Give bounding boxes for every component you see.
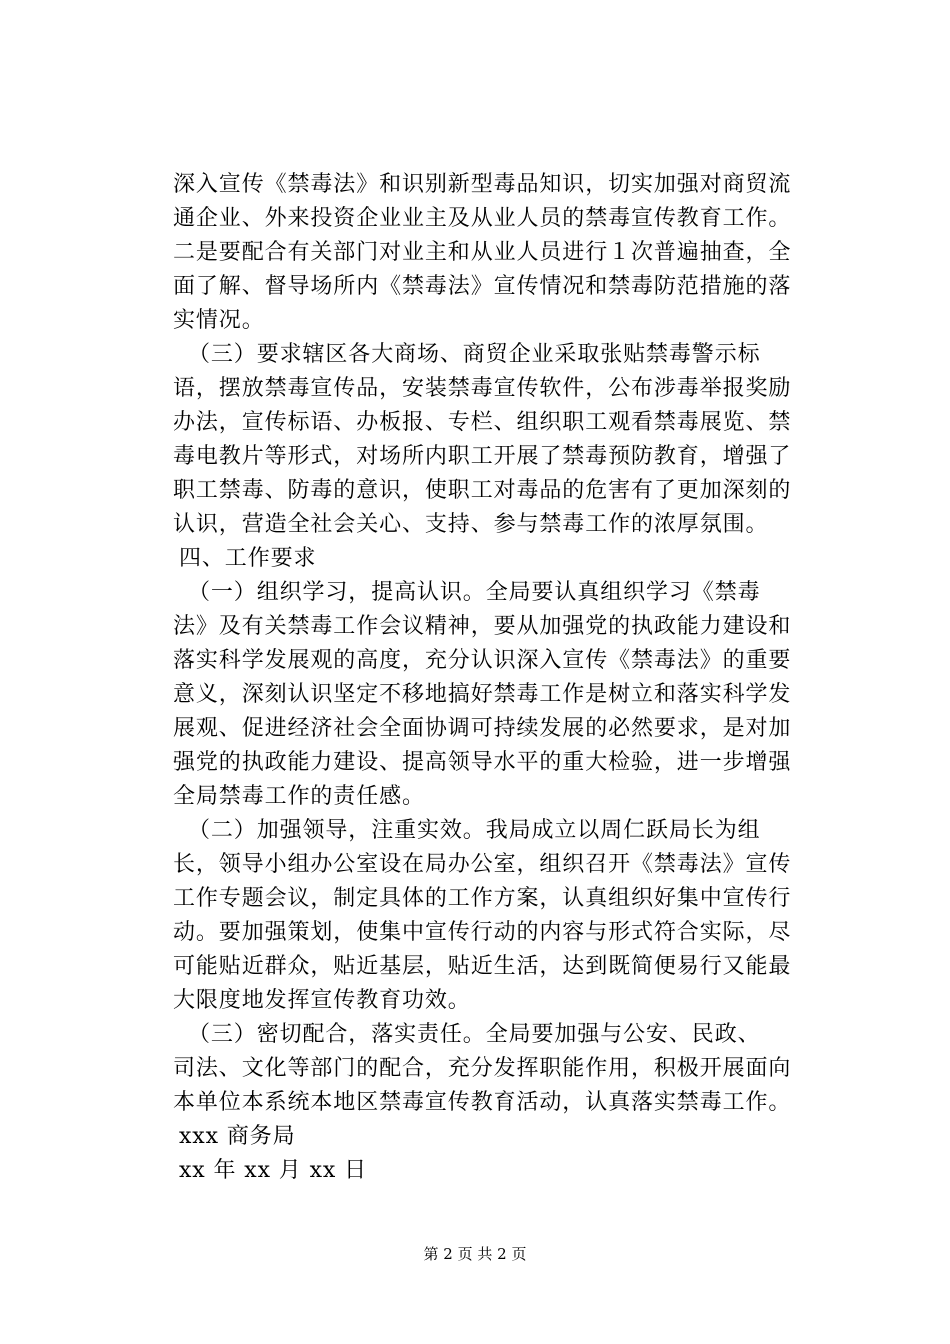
text-line: 可能贴近群众，贴近基层，贴近生活，达到既简便易行又能最 <box>173 954 792 979</box>
text-line: 毒电教片等形式，对场所内职工开展了禁毒预防教育，增强了 <box>173 444 792 469</box>
text-line: 二是要配合有关部门对业主和从业人员进行１次普遍抽查，全 <box>173 240 792 265</box>
text-line: （一）组织学习，提高认识。全局要认真组织学习《禁毒 <box>188 580 761 605</box>
signature-date: xx 年 xx 月 xx 日 <box>179 1158 368 1183</box>
text-line: （三）要求辖区各大商场、商贸企业采取张贴禁毒警示标 <box>188 342 761 367</box>
text-line: 通企业、外来投资企业业主及从业人员的禁毒宣传教育工作。 <box>173 206 792 231</box>
text-line: 深入宣传《禁毒法》和识别新型毒品知识，切实加强对商贸流 <box>173 172 792 197</box>
text-line: （二）加强领导，注重实效。我局成立以周仁跃局长为组 <box>188 818 761 843</box>
text-line: 司法、文化等部门的配合，充分发挥职能作用，积极开展面向 <box>173 1056 792 1081</box>
text-line: 办法，宣传标语、办板报、专栏、组织职工观看禁毒展览、禁 <box>173 410 792 435</box>
text-line: 全局禁毒工作的责任感。 <box>173 784 425 809</box>
text-line: 面了解、督导场所内《禁毒法》宣传情况和禁毒防范措施的落 <box>173 274 792 299</box>
section-heading: 四、工作要求 <box>179 546 317 571</box>
text-line: 实情况。 <box>173 308 265 333</box>
text-line: 认识，营造全社会关心、支持、参与禁毒工作的浓厚氛围。 <box>173 512 769 537</box>
text-line: 动。要加强策划，使集中宣传行动的内容与形式符合实际，尽 <box>173 920 792 945</box>
text-line: 长，领导小组办公室设在局办公室，组织召开《禁毒法》宣传 <box>173 852 792 877</box>
page-number-footer: 第 2 页 共 2 页 <box>423 1245 527 1263</box>
text-line: 大限度地发挥宣传教育功效。 <box>173 988 471 1013</box>
signature-org: xxx 商务局 <box>179 1124 296 1149</box>
text-line: 工作专题会议，制定具体的工作方案，认真组织好集中宣传行 <box>173 886 792 911</box>
text-line: 职工禁毒、防毒的意识，使职工对毒品的危害有了更加深刻的 <box>173 478 792 503</box>
text-line: 落实科学发展观的高度，充分认识深入宣传《禁毒法》的重要 <box>173 648 792 673</box>
text-line: 展观、促进经济社会全面协调可持续发展的必然要求，是对加 <box>173 716 792 741</box>
text-line: 语，摆放禁毒宣传品，安装禁毒宣传软件，公布涉毒举报奖励 <box>173 376 792 401</box>
text-line: （三）密切配合，落实责任。全局要加强与公安、民政、 <box>188 1022 761 1047</box>
text-line: 本单位本系统本地区禁毒宣传教育活动，认真落实禁毒工作。 <box>173 1090 792 1115</box>
text-line: 意义，深刻认识坚定不移地搞好禁毒工作是树立和落实科学发 <box>173 682 792 707</box>
text-line: 强党的执政能力建设、提高领导水平的重大检验，进一步增强 <box>173 750 792 775</box>
text-line: 法》及有关禁毒工作会议精神，要从加强党的执政能力建设和 <box>173 614 792 639</box>
